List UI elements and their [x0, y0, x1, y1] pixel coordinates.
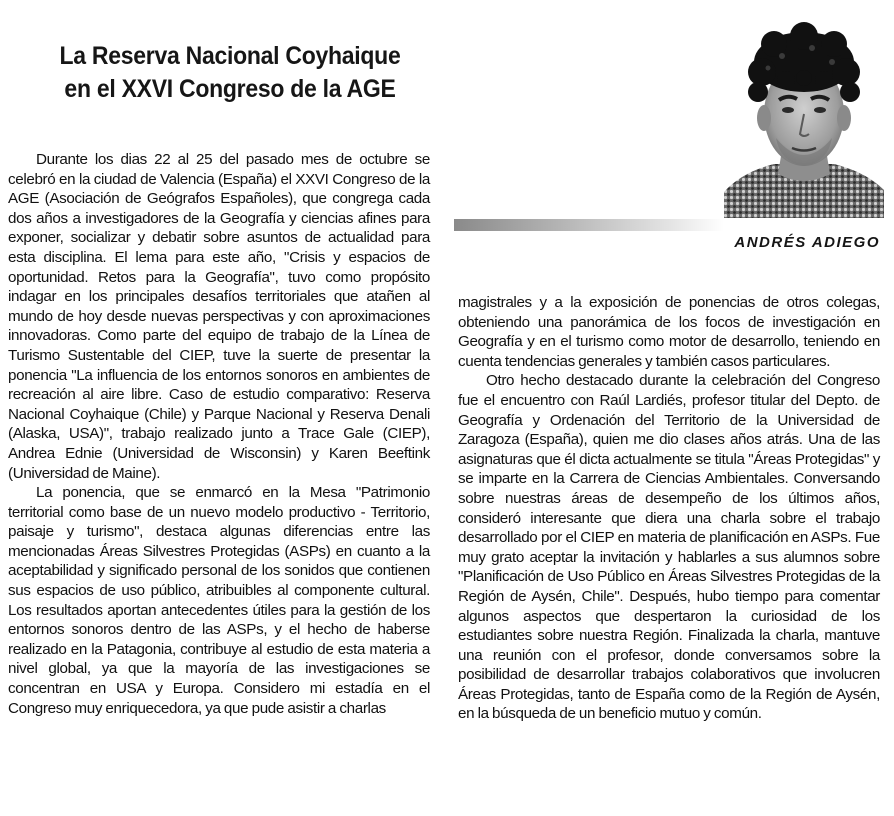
- paragraph: La ponencia, que se enmarcó en la Mesa "Patrimonio territorial como base de un nuevo modelo productivo - Territorio, paisaje y turismo", destaca algunas diferencias entre las mencionadas Áreas Silvestres Protegidas (ASPs) en cuanto a la aceptabilidad y significado personal de los sonidos que contienen sus espacios de uso público, atribuibles al componente cultural. Los resultados aportan antecedentes útiles para la gestión de los entornos sonoros dentro de las ASPs, y el hecho de haberse realizado en la Patagonia, contribuye al estudio de esta materia a nivel global, ya que la mayoría de las investigaciones se concentran en USA y Europa. Considero mi estadía en el Congreso muy enriquecedora, ya que pude asistir a charlas: [8, 484, 430, 717]
- column-left: [8, 150, 430, 718]
- article-title: [18, 40, 441, 106]
- author-name: ANDRÉS ADIEGO: [734, 234, 880, 251]
- column-right: [458, 293, 880, 724]
- paragraph: Durante los dias 22 al 25 del pasado mes de octubre se celebró en la ciudad de Valencia (España) el XXVI Congreso de la AGE (Asociación de Geógrafos Españoles), que congrega cada dos años a investigadores de la Geografía y ciencias afines para exponer, socializar y debatir sobre asuntos de actualidad para esta disciplina. El lema para este año, "Crisis y espacios de oportunidad. Retos para la Geografía", tuvo como propósito indagar en los principales desafíos territoriales que atañen al mundo de hoy desde nuevas perspectivas y con aproximaciones innovadoras. Como parte del equipo de trabajo de la Línea de Turismo Sustentable del CIEP, tuve la suerte de presentar la ponencia "La influencia de los entornos sonoros en ambientes de recreación al aire libre. Caso de estudio comparativo: Reserva Nacional Coyhaique (Chile) y Parque Nacional y Reserva Denali (Alaska, USA)", trabajo realizado junto a Trace Gale (CIEP), Andrea Ednie (Universidad de Wisconsin) y Karen Beeftink (Universidad de Maine).: [8, 151, 430, 482]
- author-photo: [724, 22, 884, 218]
- paragraph: Otro hecho destacado durante la celebración del Congreso fue el encuentro con Raúl Lardiés, profesor titular del Depto. de Geografía y Ordenación del Territorio de la Universidad de Zaragoza (España), quien me dio clases años atrás. Una de las asignaturas que él dicta actualmente se titula "Áreas Protegidas" y se imparte en la Carrera de Ciencias Ambientales. Conversando sobre nuestras áreas de desempeño de los últimos años, consideró interesante que diera una charla sobre el trabajo desarrollado por el CIEP en materia de planificación en ASPs. Fue muy grato aceptar la invitación y hablarles a sus alumnos sobre "Planificación de Uso Público en Áreas Silvestres Protegidas de la Región de Aysén, Chile". Después, hubo tiempo para comentar algunos aspectos que despertaron la curiosidad de los estudiantes sobre nuestra Región. Finalizada la charla, mantuve una reunión con el profesor, donde conversamos sobre la posibilidad de desarrollar trabajos colaborativos que involucren Áreas Protegidas, tanto de España como de la Región de Aysén, en la búsqueda de un beneficio mutuo y común.: [458, 372, 880, 723]
- title-line-1: La Reserva Nacional Coyhaique: [59, 42, 401, 70]
- paragraph: magistrales y a la exposición de ponencias de otros colegas, obteniendo una panorámica de los focos de investigación en Geografía y en el turismo como motor de desarrollo, teniendo en cuenta tendencias generales y también casos particulares.: [458, 294, 880, 370]
- title-line-2: en el XXVI Congreso de la AGE: [64, 75, 396, 103]
- byline-gradient-rule: [454, 219, 724, 231]
